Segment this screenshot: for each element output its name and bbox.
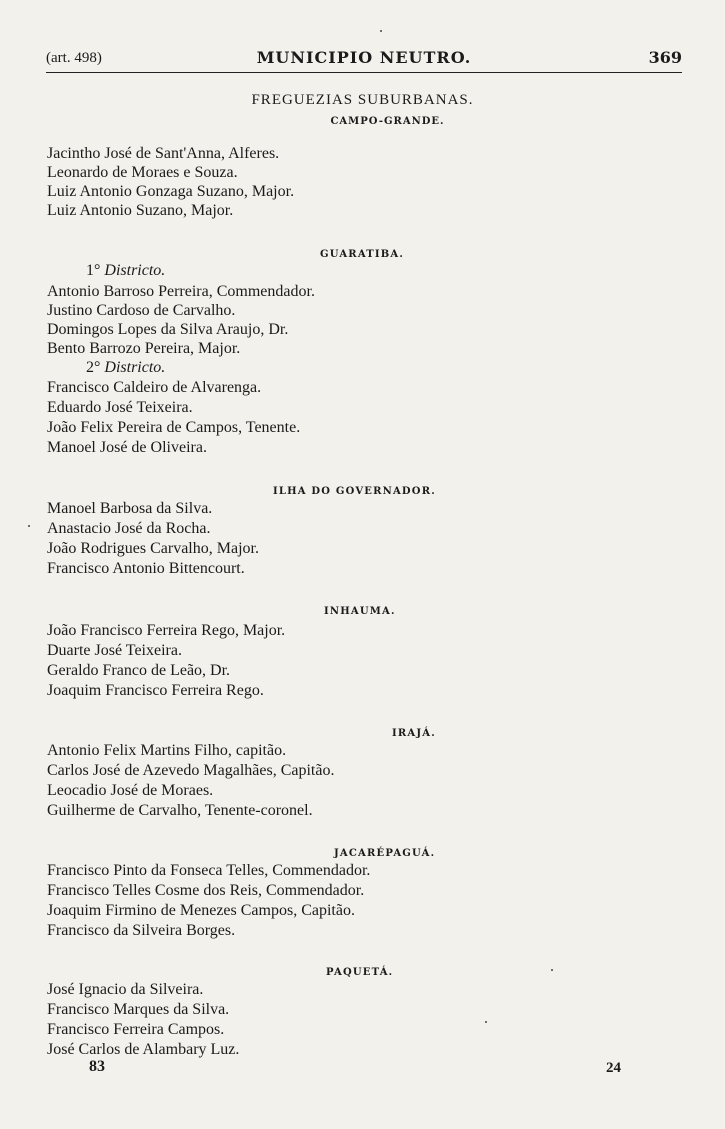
- list-item: Anastacio José da Rocha.: [47, 520, 211, 537]
- list-item: José Carlos de Alambary Luz.: [47, 1041, 240, 1058]
- list-item: Joaquim Francisco Ferreira Rego.: [47, 682, 264, 699]
- list-item: Luiz Antonio Gonzaga Suzano, Major.: [47, 183, 295, 200]
- list-item: Antonio Felix Martins Filho, capitão.: [47, 742, 287, 759]
- scan-speck: [551, 969, 553, 971]
- list-item: Antonio Barroso Perreira, Commendador.: [47, 283, 315, 300]
- list-item: Francisco Ferreira Campos.: [47, 1021, 225, 1038]
- section-title: FREGUEZIAS SUBURBANAS.: [251, 92, 474, 108]
- parish-heading-jacarepagua: JACARÉPAGUÁ.: [334, 848, 436, 859]
- page-number: 369: [648, 48, 682, 67]
- list-item: Duarte José Teixeira.: [47, 642, 182, 659]
- scan-speck: [380, 30, 382, 32]
- list-item: Francisco da Silveira Borges.: [47, 922, 236, 939]
- sheet-number: 83: [89, 1058, 105, 1075]
- list-item: José Ignacio da Silveira.: [47, 981, 204, 998]
- list-item: Francisco Caldeiro de Alvarenga.: [47, 379, 262, 396]
- scan-speck: [485, 1021, 487, 1023]
- list-item: Eduardo José Teixeira.: [47, 399, 193, 416]
- list-item: Jacintho José de Sant'Anna, Alferes.: [47, 145, 280, 162]
- district-number: 2°: [86, 359, 101, 376]
- list-item: Justino Cardoso de Carvalho.: [47, 302, 236, 319]
- district-heading-2: [86, 359, 165, 377]
- article-reference: (art. 498): [46, 50, 102, 66]
- list-item: Joaquim Firmino de Menezes Campos, Capitão.: [47, 902, 355, 919]
- list-item: Luiz Antonio Suzano, Major.: [47, 202, 234, 219]
- scan-speck: [28, 525, 30, 527]
- parish-heading-inhauma: INHAUMA.: [324, 606, 396, 617]
- district-heading-1: [86, 262, 165, 280]
- parish-heading-paqueta: PAQUETÁ.: [326, 967, 394, 978]
- list-item: Leocadio José de Moraes.: [47, 782, 214, 799]
- list-item: Manoel José de Oliveira.: [47, 439, 207, 456]
- running-header: [46, 48, 682, 73]
- parish-heading-campo-grande: CAMPO-GRANDE.: [330, 116, 445, 127]
- list-item: Geraldo Franco de Leão, Dr.: [47, 662, 231, 679]
- parish-heading-ilha-do-governador: ILHA DO GOVERNADOR.: [273, 486, 436, 497]
- list-item: João Felix Pereira de Campos, Tenente.: [47, 419, 301, 436]
- parish-heading-guaratiba: GUARATIBA.: [320, 249, 405, 260]
- list-item: Manoel Barbosa da Silva.: [47, 500, 213, 517]
- list-item: Domingos Lopes da Silva Araujo, Dr.: [47, 321, 289, 338]
- district-label: Districto.: [104, 359, 166, 376]
- district-number: 1°: [86, 262, 101, 279]
- list-item: Bento Barrozo Pereira, Major.: [47, 340, 241, 357]
- list-item: Francisco Antonio Bittencourt.: [47, 560, 245, 577]
- parish-heading-iraja: IRAJÁ.: [392, 728, 436, 739]
- list-item: Francisco Marques da Silva.: [47, 1001, 230, 1018]
- signature-mark: 24: [606, 1060, 621, 1076]
- list-item: João Francisco Ferreira Rego, Major.: [47, 622, 286, 639]
- list-item: Carlos José de Azevedo Magalhães, Capitão.: [47, 762, 335, 779]
- list-item: Francisco Pinto da Fonseca Telles, Commendador.: [47, 862, 371, 879]
- list-item: João Rodrigues Carvalho, Major.: [47, 540, 259, 557]
- running-title: MUNICIPIO NEUTRO.: [256, 48, 472, 67]
- list-item: Guilherme de Carvalho, Tenente-coronel.: [47, 802, 313, 819]
- list-item: Francisco Telles Cosme dos Reis, Commendador.: [47, 882, 365, 899]
- district-label: Districto.: [104, 262, 166, 279]
- list-item: Leonardo de Moraes e Souza.: [47, 164, 238, 181]
